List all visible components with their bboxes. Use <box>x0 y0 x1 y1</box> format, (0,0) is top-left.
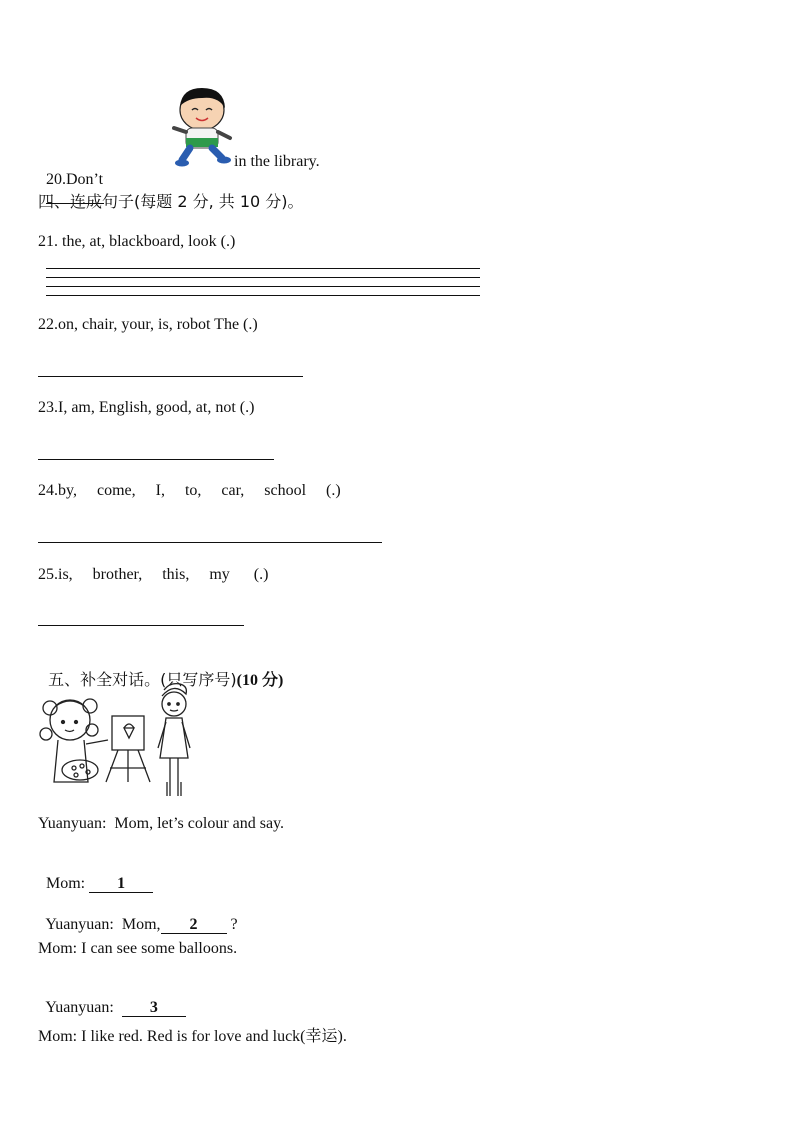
blank-1[interactable]: 1 <box>89 876 153 893</box>
ruled-line-1[interactable] <box>46 268 480 269</box>
ruled-line-4[interactable] <box>46 295 480 296</box>
dialogue-line-3-speaker: Yuanyuan: Mom, <box>45 916 161 933</box>
dialogue-line-5 <box>38 981 186 1017</box>
blank-2[interactable]: 2 <box>161 917 227 934</box>
dialogue-line-2 <box>38 857 153 893</box>
section-5-score: (10 分) <box>236 672 284 689</box>
blank-3[interactable]: 3 <box>122 1000 186 1017</box>
q24-answer-line[interactable] <box>38 542 382 543</box>
ruled-line-3[interactable] <box>46 286 480 287</box>
dialogue-line-3-end: ? <box>230 916 238 933</box>
question-21: 21. the, at, blackboard, look (.) <box>38 233 236 250</box>
q20-suffix: in the library. <box>234 153 320 170</box>
section-4-title: 四、连成句子(每题 2 分, 共 10 分)。 <box>38 192 304 211</box>
dialogue-line-6: Mom: I like red. Red is for love and luck(幸运). <box>38 1028 347 1045</box>
question-25: 25.is, brother, this, my (.) <box>38 566 269 583</box>
dialogue-line-2-speaker: Mom: <box>46 875 86 892</box>
ruled-line-2[interactable] <box>46 277 480 278</box>
section-5-title-cn: 五、补全对话。(只写序号) <box>48 670 237 689</box>
q25-answer-line[interactable] <box>38 625 244 626</box>
dialogue-line-1: Yuanyuan: Mom, let’s colour and say. <box>38 815 285 832</box>
question-22: 22.on, chair, your, is, robot The (.) <box>38 316 258 333</box>
running-boy-illustration <box>168 84 234 170</box>
dialogue-line-3 <box>38 898 238 934</box>
dialogue-line-5-speaker: Yuanyuan: <box>45 999 114 1016</box>
q23-answer-line[interactable] <box>38 459 274 460</box>
q20-prefix: 20.Don’t <box>46 171 104 188</box>
question-24: 24.by, come, I, to, car, school (.) <box>38 482 341 499</box>
q22-answer-line[interactable] <box>38 376 303 377</box>
question-23: 23.I, am, English, good, at, not (.) <box>38 399 255 416</box>
girl-painting-and-mom-illustration <box>36 682 200 800</box>
dialogue-line-4: Mom: I can see some balloons. <box>38 940 238 957</box>
